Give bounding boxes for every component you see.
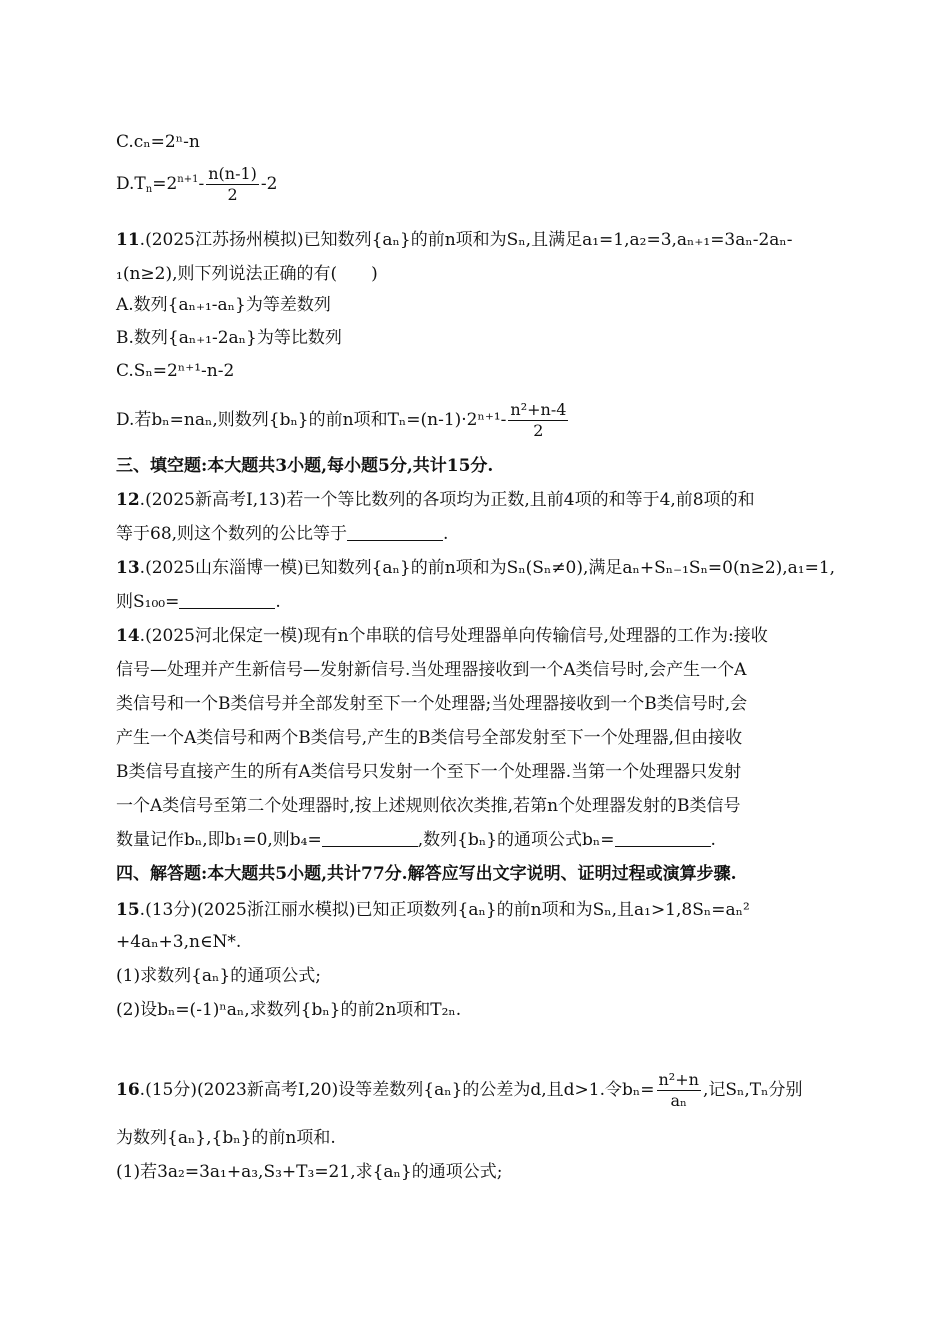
q14-line1: 14.(2025河北保定一模)现有n个串联的信号处理器单向传输信号,处理器的工作为:接收 bbox=[116, 626, 768, 646]
q11-d-prefix: D.若bₙ=naₙ,则数列{bₙ}的前n项和Tₙ=(n-1)·2ⁿ⁺¹- bbox=[116, 410, 507, 430]
q14-line6: 一个A类信号至第二个处理器时,按上述规则依次类推,若第n个处理器发射的B类信号 bbox=[116, 796, 741, 816]
q15-line1: 15.(13分)(2025浙江丽水模拟)已知正项数列{aₙ}的前n项和为Sₙ,且a₁>1,8Sₙ=aₙ² bbox=[116, 900, 750, 920]
q13-source: (2025山东淄博一模) bbox=[145, 558, 304, 578]
q14-number: 14 bbox=[116, 626, 140, 646]
q16-fraction bbox=[657, 1070, 701, 1111]
q11-stem-text1: 已知数列{aₙ}的前n项和为Sₙ,且满足a₁=1,a₂=3,aₙ₊₁=3aₙ-2aₙ- bbox=[303, 230, 793, 250]
q10-option-d: $D.T_n=2^{n+1}-$ $\frac{n(n-1)}{2}$ -2 bbox=[116, 164, 278, 204]
fraction-numerator: n(n-1) bbox=[208, 164, 257, 183]
q11-option-a: A.数列{aₙ₊₁-aₙ}为等差数列 bbox=[116, 295, 331, 315]
q12-number: 12 bbox=[116, 490, 140, 510]
q10-d-suffix: -2 bbox=[260, 174, 278, 194]
q15-part2: (2)设bₙ=(-1)ⁿaₙ,求数列{bₙ}的前2n项和T₂ₙ. bbox=[116, 1000, 462, 1020]
q11-option-d bbox=[116, 400, 570, 441]
q10-option-c: C.cₙ=2ⁿ-n bbox=[116, 132, 200, 152]
q11-d-fraction bbox=[508, 400, 568, 441]
q14-source: (2025河北保定一模) bbox=[145, 626, 304, 646]
q16-part1: (1)若3a₂=3a₁+a₃,S₃+T₃=21,求{aₙ}的通项公式; bbox=[116, 1162, 503, 1182]
q14-answer-blank-1[interactable] bbox=[322, 830, 418, 847]
q14-text7b: ,数列{bₙ}的通项公式bₙ= bbox=[417, 830, 615, 850]
q14-text1: 现有n个串联的信号处理器单向传输信号,处理器的工作为:接收 bbox=[303, 626, 768, 646]
section-4-heading: 四、解答题:本大题共5小题,共计77分.解答应写出文字说明、证明过程或演算步骤. bbox=[116, 864, 737, 884]
q13-text2: 则S₁₀₀= bbox=[116, 592, 180, 612]
q11-option-b: B.数列{aₙ₊₁-2aₙ}为等比数列 bbox=[116, 328, 342, 348]
q15-number: 15 bbox=[116, 900, 140, 920]
q12-answer-blank[interactable] bbox=[347, 524, 443, 541]
q14-line4: 产生一个A类信号和两个B类信号,产生的B类信号全部发射至下一个处理器,但由接收 bbox=[116, 728, 743, 748]
q14-answer-blank-2[interactable] bbox=[615, 830, 711, 847]
q13-number: 13 bbox=[116, 558, 140, 578]
q15-line2: +4aₙ+3,n∈N*. bbox=[116, 932, 242, 952]
q16-line2: 为数列{aₙ},{bₙ}的前n项和. bbox=[116, 1128, 336, 1148]
q11-stem-line1: 11.(2025江苏扬州模拟)已知数列{aₙ}的前n项和为Sₙ,且满足a₁=1,a₂=3,aₙ₊₁=3aₙ-2aₙ- bbox=[116, 230, 793, 250]
q16-text1-suffix: ,记Sₙ,Tₙ分别 bbox=[702, 1080, 803, 1100]
q13-line1: 13.(2025山东淄博一模)已知数列{aₙ}的前n项和为Sₙ(Sₙ≠0),满足aₙ+Sₙ₋₁Sₙ=0(n≥2),a₁=1, bbox=[116, 558, 836, 578]
q14-text7a: 数量记作bₙ,即b₁=0,则b₄= bbox=[116, 830, 322, 850]
q10-d-fraction bbox=[206, 164, 259, 205]
section-3-heading: 三、填空题:本大题共3小题,每小题5分,共计15分. bbox=[116, 456, 494, 476]
q12-line2: 等于68,则这个数列的公比等于 . bbox=[116, 524, 449, 544]
q14-line2: 信号—处理并产生新信号—发射新信号.当处理器接收到一个A类信号时,会产生一个A bbox=[116, 660, 747, 680]
q11-stem-line2: ₁(n≥2),则下列说法正确的有( ) bbox=[116, 264, 378, 284]
q14-line3: 类信号和一个B类信号并全部发射至下一个处理器;当处理器接收到一个B类信号时,会 bbox=[116, 694, 748, 714]
fraction-numerator: n²+n bbox=[658, 1070, 699, 1089]
q15-part1: (1)求数列{aₙ}的通项公式; bbox=[116, 966, 321, 986]
q13-text1: 已知数列{aₙ}的前n项和为Sₙ(Sₙ≠0),满足aₙ+Sₙ₋₁Sₙ=0(n≥2),a₁=1, bbox=[303, 558, 836, 578]
fraction-denominator: aₙ bbox=[670, 1091, 687, 1110]
q12-text2: 等于68,则这个数列的公比等于 bbox=[116, 524, 348, 544]
q11-source: (2025江苏扬州模拟) bbox=[145, 230, 304, 250]
q10-d-prefix: D.T bbox=[116, 174, 146, 194]
q16-line1: 16.(15分)(2023新高考Ⅰ,20)设等差数列{aₙ}的公差为d,且d>1.令bₙ= $\frac{\text{n²+n}}{\text{aₙ}}$ ,记Sₙ,Tₙ分别 bbox=[116, 1070, 803, 1110]
q12-source: (2025新高考Ⅰ,13) bbox=[145, 490, 287, 510]
q16-text1-prefix: 设等差数列{aₙ}的公差为d,且d>1.令bₙ= bbox=[338, 1080, 655, 1100]
q14-line5: B类信号直接产生的所有A类信号只发射一个至下一个处理器.当第一个处理器只发射 bbox=[116, 762, 742, 782]
q13-line2: 则S₁₀₀= . bbox=[116, 592, 281, 612]
q14-line7: 数量记作bₙ,即b₁=0,则b₄= ,数列{bₙ}的通项公式bₙ= . bbox=[116, 830, 716, 850]
q15-source: (13分)(2025浙江丽水模拟) bbox=[145, 900, 356, 920]
fraction-denominator: 2 bbox=[533, 421, 544, 440]
q11-option-c: C.Sₙ=2ⁿ⁺¹-n-2 bbox=[116, 361, 235, 381]
q13-answer-blank[interactable] bbox=[179, 592, 275, 609]
fraction-numerator: n²+n-4 bbox=[510, 400, 567, 419]
q12-line1: 12.(2025新高考Ⅰ,13)若一个等比数列的各项均为正数,且前4项的和等于4,前8项的和 bbox=[116, 490, 755, 510]
q11-number: 11 bbox=[116, 230, 140, 250]
q12-text1: 若一个等比数列的各项均为正数,且前4项的和等于4,前8项的和 bbox=[286, 490, 755, 510]
q15-text1: 已知正项数列{aₙ}的前n项和为Sₙ,且a₁>1,8Sₙ=aₙ² bbox=[355, 900, 750, 920]
q16-number: 16 bbox=[116, 1080, 140, 1100]
fraction-denominator: 2 bbox=[227, 185, 238, 204]
q16-source: (15分)(2023新高考Ⅰ,20) bbox=[145, 1080, 339, 1100]
